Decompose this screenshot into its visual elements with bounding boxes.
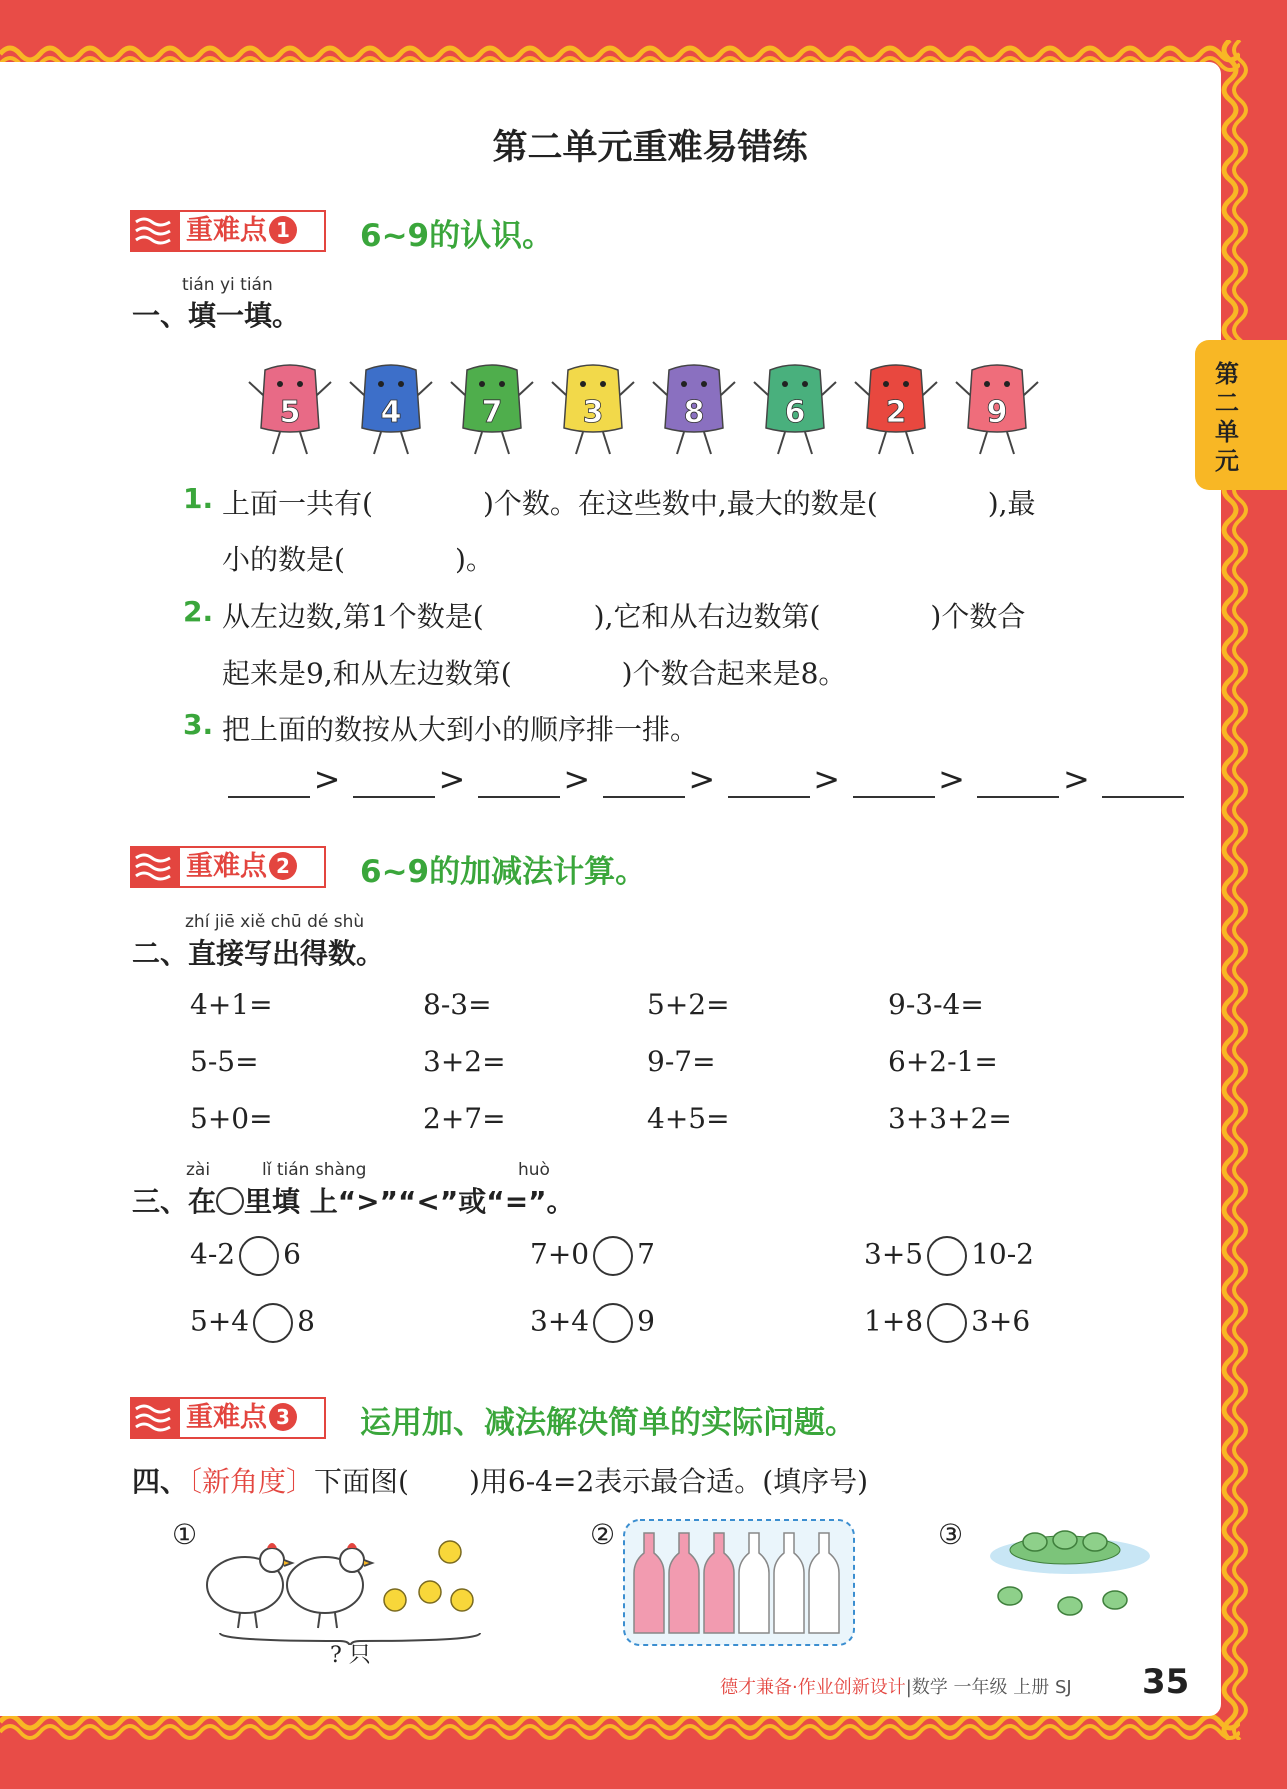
q3-heading-a: 三、在	[132, 1185, 217, 1218]
equation: 3+2=	[423, 1045, 506, 1078]
order-blank[interactable]	[228, 768, 310, 798]
character-digit: 9	[986, 395, 1008, 430]
equation: 2+7=	[423, 1102, 506, 1135]
section-badge-3	[130, 1397, 326, 1439]
character-digit: 2	[885, 395, 907, 430]
compare-left: 3+4	[530, 1304, 590, 1338]
compare-left: 7+0	[530, 1237, 590, 1271]
equation: 5+0=	[190, 1102, 273, 1135]
bottles-illustration	[622, 1518, 856, 1648]
equation: 9-7=	[647, 1045, 716, 1078]
compare-circle-input[interactable]	[593, 1303, 633, 1343]
number-character-5	[245, 350, 335, 460]
option-3-label: ③	[938, 1518, 964, 1551]
q1-item-1-text-c: ),最	[987, 487, 1036, 520]
q1-item-2-number: 2.	[183, 595, 214, 628]
gt-symbol: >	[688, 760, 716, 798]
q2-heading: 二、直接写出得数。	[132, 937, 385, 970]
compare-right: 6	[283, 1237, 301, 1271]
unit-side-tab-label: 第二单元	[1215, 360, 1239, 475]
chick-icon	[439, 1541, 461, 1563]
chick-icon	[451, 1589, 473, 1611]
equation: 6+2-1=	[888, 1045, 998, 1078]
order-blank[interactable]	[728, 768, 810, 798]
hens-and-chicks-illustration	[200, 1530, 500, 1645]
q1-item-1-text-e: )。	[454, 543, 494, 576]
comparison	[190, 1236, 301, 1276]
q1-item-2-text-c: )个数合	[930, 600, 1026, 633]
option-1-label: ①	[172, 1518, 198, 1551]
gt-symbol: >	[563, 760, 591, 798]
number-character-8	[649, 350, 739, 460]
footer-subject: 数学 一年级 上册 SJ	[911, 1677, 1072, 1698]
frog-icon	[1023, 1533, 1047, 1551]
section-title-3: 运用加、减法解决简单的实际问题。	[360, 1405, 856, 1441]
order-blank[interactable]	[603, 768, 685, 798]
compare-circle-input[interactable]	[927, 1303, 967, 1343]
frog-icon	[1058, 1597, 1082, 1615]
frog-icon	[1083, 1533, 1107, 1551]
hen-icon	[287, 1544, 372, 1628]
compare-right: 7	[637, 1237, 655, 1271]
q1-item-2-line2	[222, 652, 846, 692]
compare-right: 10-2	[971, 1237, 1034, 1271]
q1-pinyin: tián yi tián	[182, 275, 273, 295]
badge-text: 重难点	[186, 1402, 267, 1433]
q1-item-1-line2	[222, 538, 494, 578]
comparison	[864, 1303, 1030, 1343]
number-character-9	[952, 350, 1042, 460]
circle-icon	[216, 1187, 244, 1215]
equation: 9-3-4=	[888, 988, 984, 1021]
number-character-6	[750, 350, 840, 460]
section-badge-1	[130, 210, 326, 252]
badge-number: 3	[269, 1403, 297, 1431]
compare-right: 8	[297, 1304, 315, 1338]
q1-item-2-text-e: )个数合起来是8。	[621, 657, 847, 690]
page-title: 第二单元重难易错练	[492, 128, 808, 168]
stripes-icon	[130, 210, 178, 252]
section-badge-label	[178, 210, 326, 252]
section-badge-label	[178, 846, 326, 888]
compare-left: 1+8	[864, 1304, 924, 1338]
section-badge-label	[178, 1397, 326, 1439]
order-blank[interactable]	[977, 768, 1059, 798]
frog-icon	[998, 1587, 1022, 1605]
equation: 8-3=	[423, 988, 492, 1021]
compare-right: 9	[637, 1304, 655, 1338]
compare-left: 3+5	[864, 1237, 924, 1271]
compare-left: 4-2	[190, 1237, 236, 1271]
comparison	[530, 1236, 655, 1276]
q4-heading	[132, 1460, 868, 1500]
option-1-caption: ? 只	[330, 1643, 371, 1668]
badge-text: 重难点	[186, 851, 267, 882]
comparison	[190, 1303, 315, 1343]
character-digit: 3	[582, 395, 604, 430]
frog-icon	[1053, 1531, 1077, 1549]
compare-circle-input[interactable]	[927, 1236, 967, 1276]
character-digit: 5	[279, 395, 301, 430]
gt-symbol: >	[313, 760, 341, 798]
section-title-1: 6~9的认识。	[360, 218, 554, 254]
stripes-icon	[130, 1397, 178, 1439]
q1-heading: 一、填一填。	[132, 299, 301, 332]
gt-symbol: >	[938, 760, 965, 798]
section-badge-2	[130, 846, 326, 888]
q1-item-1-text-a: 上面一共有(	[222, 487, 373, 520]
q3-pinyin-3: huò	[518, 1160, 550, 1180]
gt-symbol: >	[438, 760, 466, 798]
q4-heading-b: 下面图(	[314, 1465, 409, 1498]
q1-item-3-line1: 把上面的数按从大到小的顺序排一排。	[222, 713, 699, 746]
character-digit: 4	[380, 395, 402, 430]
badge-text: 重难点	[186, 215, 267, 246]
order-blank[interactable]	[353, 768, 435, 798]
section-title-2: 6~9的加减法计算。	[360, 854, 647, 890]
stripes-icon	[130, 846, 178, 888]
gt-symbol: >	[1063, 760, 1090, 798]
character-digit: 7	[481, 395, 503, 430]
q3-pinyin-1: zài	[186, 1160, 211, 1180]
q1-item-2-text-d: 起来是9,和从左边数第(	[222, 657, 512, 690]
order-blank[interactable]	[478, 768, 560, 798]
q4-heading-c: )用6-4=2表示最合适。(填序号)	[468, 1465, 869, 1498]
new-angle-tag: 〔新角度〕	[188, 1465, 315, 1498]
option-2-label: ②	[590, 1518, 616, 1551]
frog-icon	[1103, 1591, 1127, 1609]
compare-circle-input[interactable]	[593, 1236, 633, 1276]
q1-item-2-text-b: ),它和从右边数第(	[593, 600, 821, 633]
number-character-3	[548, 350, 638, 460]
order-blank[interactable]	[1102, 768, 1184, 798]
gt-symbol: >	[813, 760, 841, 798]
compare-circle-input[interactable]	[253, 1303, 293, 1343]
number-character-7	[447, 350, 537, 460]
q1-item-1-text-b: )个数。在这些数中,最大的数是(	[482, 487, 878, 520]
badge-number: 2	[269, 852, 297, 880]
ordering-blanks-row	[228, 760, 1184, 798]
equation: 5+2=	[647, 988, 730, 1021]
compare-right: 3+6	[971, 1304, 1031, 1338]
compare-left: 5+4	[190, 1304, 250, 1338]
q3-heading-b: 里填 上“>”“<”或“=”。	[244, 1185, 575, 1218]
number-character-4	[346, 350, 436, 460]
q1-item-1-number: 1.	[183, 482, 214, 515]
q1-item-2-line1	[222, 595, 1025, 635]
equation: 4+5=	[647, 1102, 730, 1135]
chick-icon	[419, 1581, 441, 1603]
q1-item-1-line1	[222, 482, 1036, 522]
q3-heading	[132, 1180, 575, 1220]
comparison	[530, 1303, 655, 1343]
footer-brand-line	[720, 1673, 1072, 1699]
q1-item-3-number: 3.	[183, 708, 214, 741]
equation: 4+1=	[190, 988, 273, 1021]
comparison	[864, 1236, 1034, 1276]
equation: 5-5=	[190, 1045, 259, 1078]
number-character-2	[851, 350, 941, 460]
order-blank[interactable]	[853, 768, 935, 798]
footer-separator: |	[905, 1677, 912, 1698]
footer-brand: 德才兼备·作业创新设计	[720, 1677, 906, 1698]
page-number: 35	[1142, 1662, 1190, 1702]
q1-item-1-text-d: 小的数是(	[222, 543, 345, 576]
badge-number: 1	[269, 216, 297, 244]
chick-icon	[384, 1589, 406, 1611]
q3-pinyin-2: lǐ tián shàng	[262, 1160, 367, 1180]
hen-icon	[207, 1544, 292, 1628]
character-digit: 6	[784, 395, 806, 430]
q2-pinyin: zhí jiē xiě chū dé shù	[185, 912, 365, 932]
q4-heading-a: 四、	[132, 1465, 189, 1498]
character-digit: 8	[683, 395, 705, 430]
q1-item-2-text-a: 从左边数,第1个数是(	[222, 600, 484, 633]
equation: 3+3+2=	[888, 1102, 1012, 1135]
compare-circle-input[interactable]	[239, 1236, 279, 1276]
frogs-illustration	[980, 1518, 1160, 1638]
